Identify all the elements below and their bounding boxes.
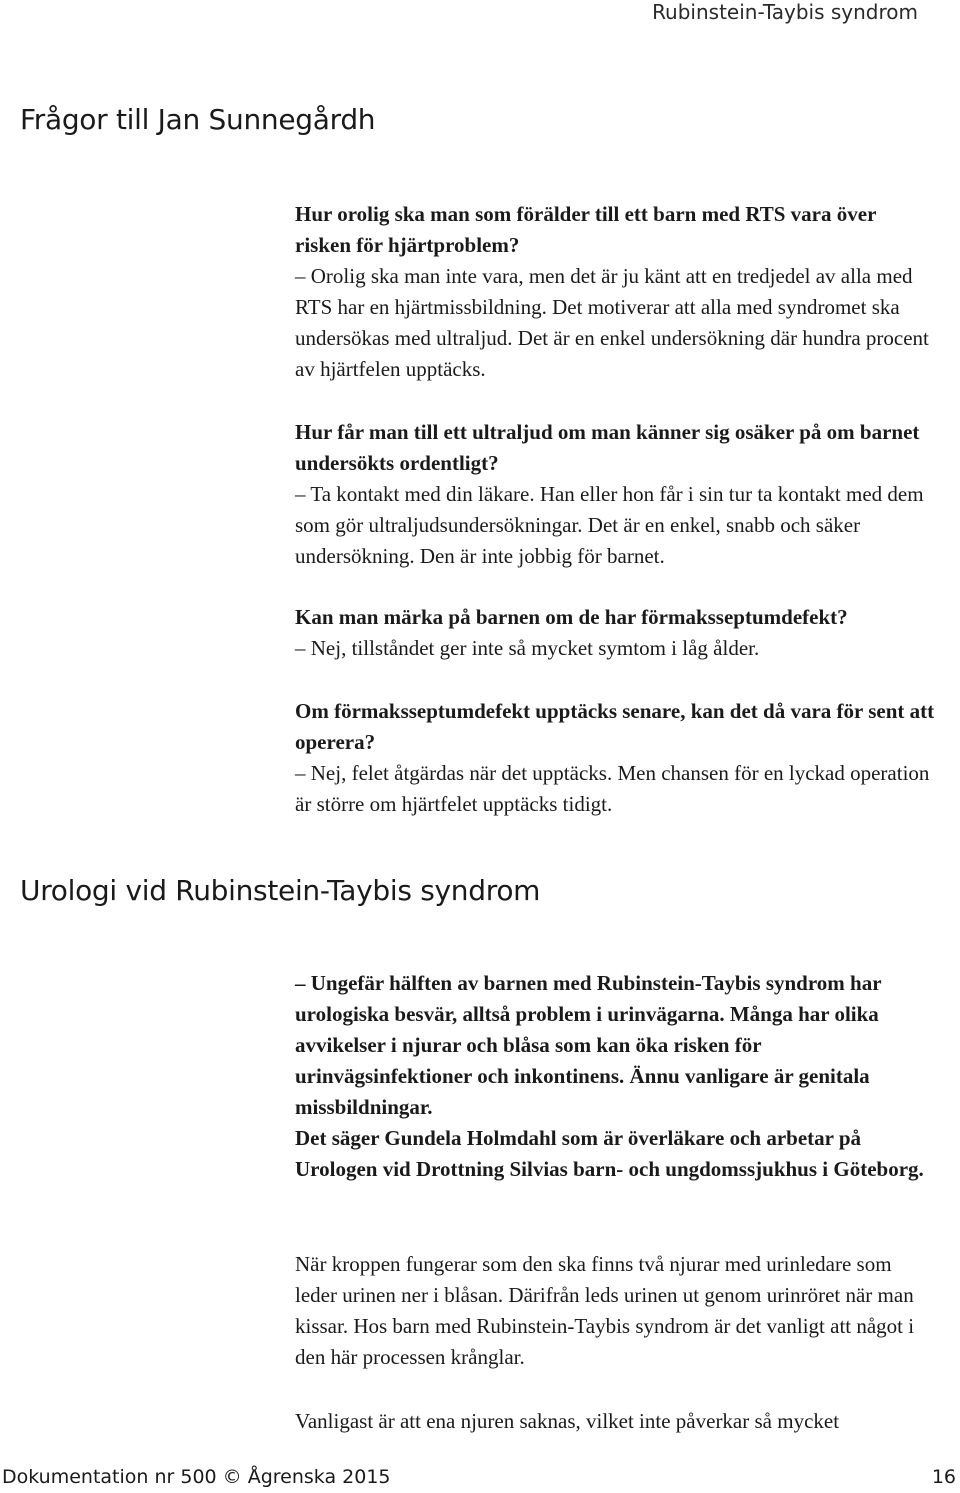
qa-block-1 bbox=[295, 199, 935, 385]
qa-block-2 bbox=[295, 417, 935, 572]
qa-item bbox=[295, 199, 935, 385]
running-header: Rubinstein-Taybis syndrom bbox=[652, 0, 918, 24]
body-paragraph: När kroppen fungerar som den ska finns två njurar med urinledare som leder urinen ner i blåsan. Därifrån leds urinen ut genom urinröret när man kissar. Hos barn med Rubinstein-Taybis syndrom är det vanligt att något i den här processen krånglar. bbox=[295, 1252, 915, 1369]
urologi-paragraph-1 bbox=[295, 1249, 935, 1373]
section-heading-questions: Frågor till Jan Sunnegårdh bbox=[20, 103, 376, 136]
answer-text: – Nej, felet åtgärdas när det upptäcks. Men chansen för en lyckad operation är större om hjärtfelet upptäcks tidigt. bbox=[295, 761, 930, 816]
intro-quote: – Ungefär hälften av barnen med Rubinstein-Taybis syndrom har urologiska besvär, alltså problem i urinvägarna. Många har olika avvikelser i njurar och blåsa som kan öka risken för urinvägsinfektioner och inkontinens. Ännu vanligare är genitala missbildningar. bbox=[295, 971, 882, 1119]
qa-item bbox=[295, 696, 935, 820]
section-heading-urologi: Urologi vid Rubinstein-Taybis syndrom bbox=[20, 874, 541, 907]
answer-text: – Ta kontakt med din läkare. Han eller hon får i sin tur ta kontakt med dem som gör ultraljudsundersökningar. Det är en enkel, snabb och säker undersökning. Den är inte jobbig för barnet. bbox=[295, 482, 924, 568]
intro-attribution: Det säger Gundela Holmdahl som är överläkare och arbetar på Urologen vid Drottning Silvias barn- och ungdomssjukhus i Göteborg. bbox=[295, 1126, 924, 1181]
qa-block-3 bbox=[295, 602, 935, 664]
answer-text: – Nej, tillståndet ger inte så mycket symtom i låg ålder. bbox=[295, 636, 760, 660]
question-text: Kan man märka på barnen om de har förmaksseptumdefekt? bbox=[295, 605, 848, 629]
page-number: 16 bbox=[931, 1466, 956, 1488]
footer-publication: Dokumentation nr 500 © Ågrenska 2015 bbox=[2, 1466, 391, 1488]
answer-text: – Orolig ska man inte vara, men det är ju känt att en tredjedel av alla med RTS har en hjärtmissbildning. Det motiverar att alla med syndromet ska undersökas med ultraljud. Det är en enkel undersökning där hundra procent av hjärtfelen upptäcks. bbox=[295, 264, 929, 381]
qa-item bbox=[295, 602, 935, 664]
qa-block-4 bbox=[295, 696, 935, 820]
question-text: Om förmaksseptumdefekt upptäcks senare, kan det då vara för sent att operera? bbox=[295, 699, 935, 754]
urologi-intro bbox=[295, 968, 935, 1185]
qa-item bbox=[295, 417, 935, 572]
question-text: Hur orolig ska man som förälder till ett barn med RTS vara över risken för hjärtproblem? bbox=[295, 202, 877, 257]
body-paragraph: Vanligast är att ena njuren saknas, vilket inte påverkar så mycket bbox=[295, 1409, 840, 1433]
urologi-paragraph-2 bbox=[295, 1406, 935, 1437]
question-text: Hur får man till ett ultraljud om man känner sig osäker på om barnet undersökts ordentligt? bbox=[295, 420, 920, 475]
